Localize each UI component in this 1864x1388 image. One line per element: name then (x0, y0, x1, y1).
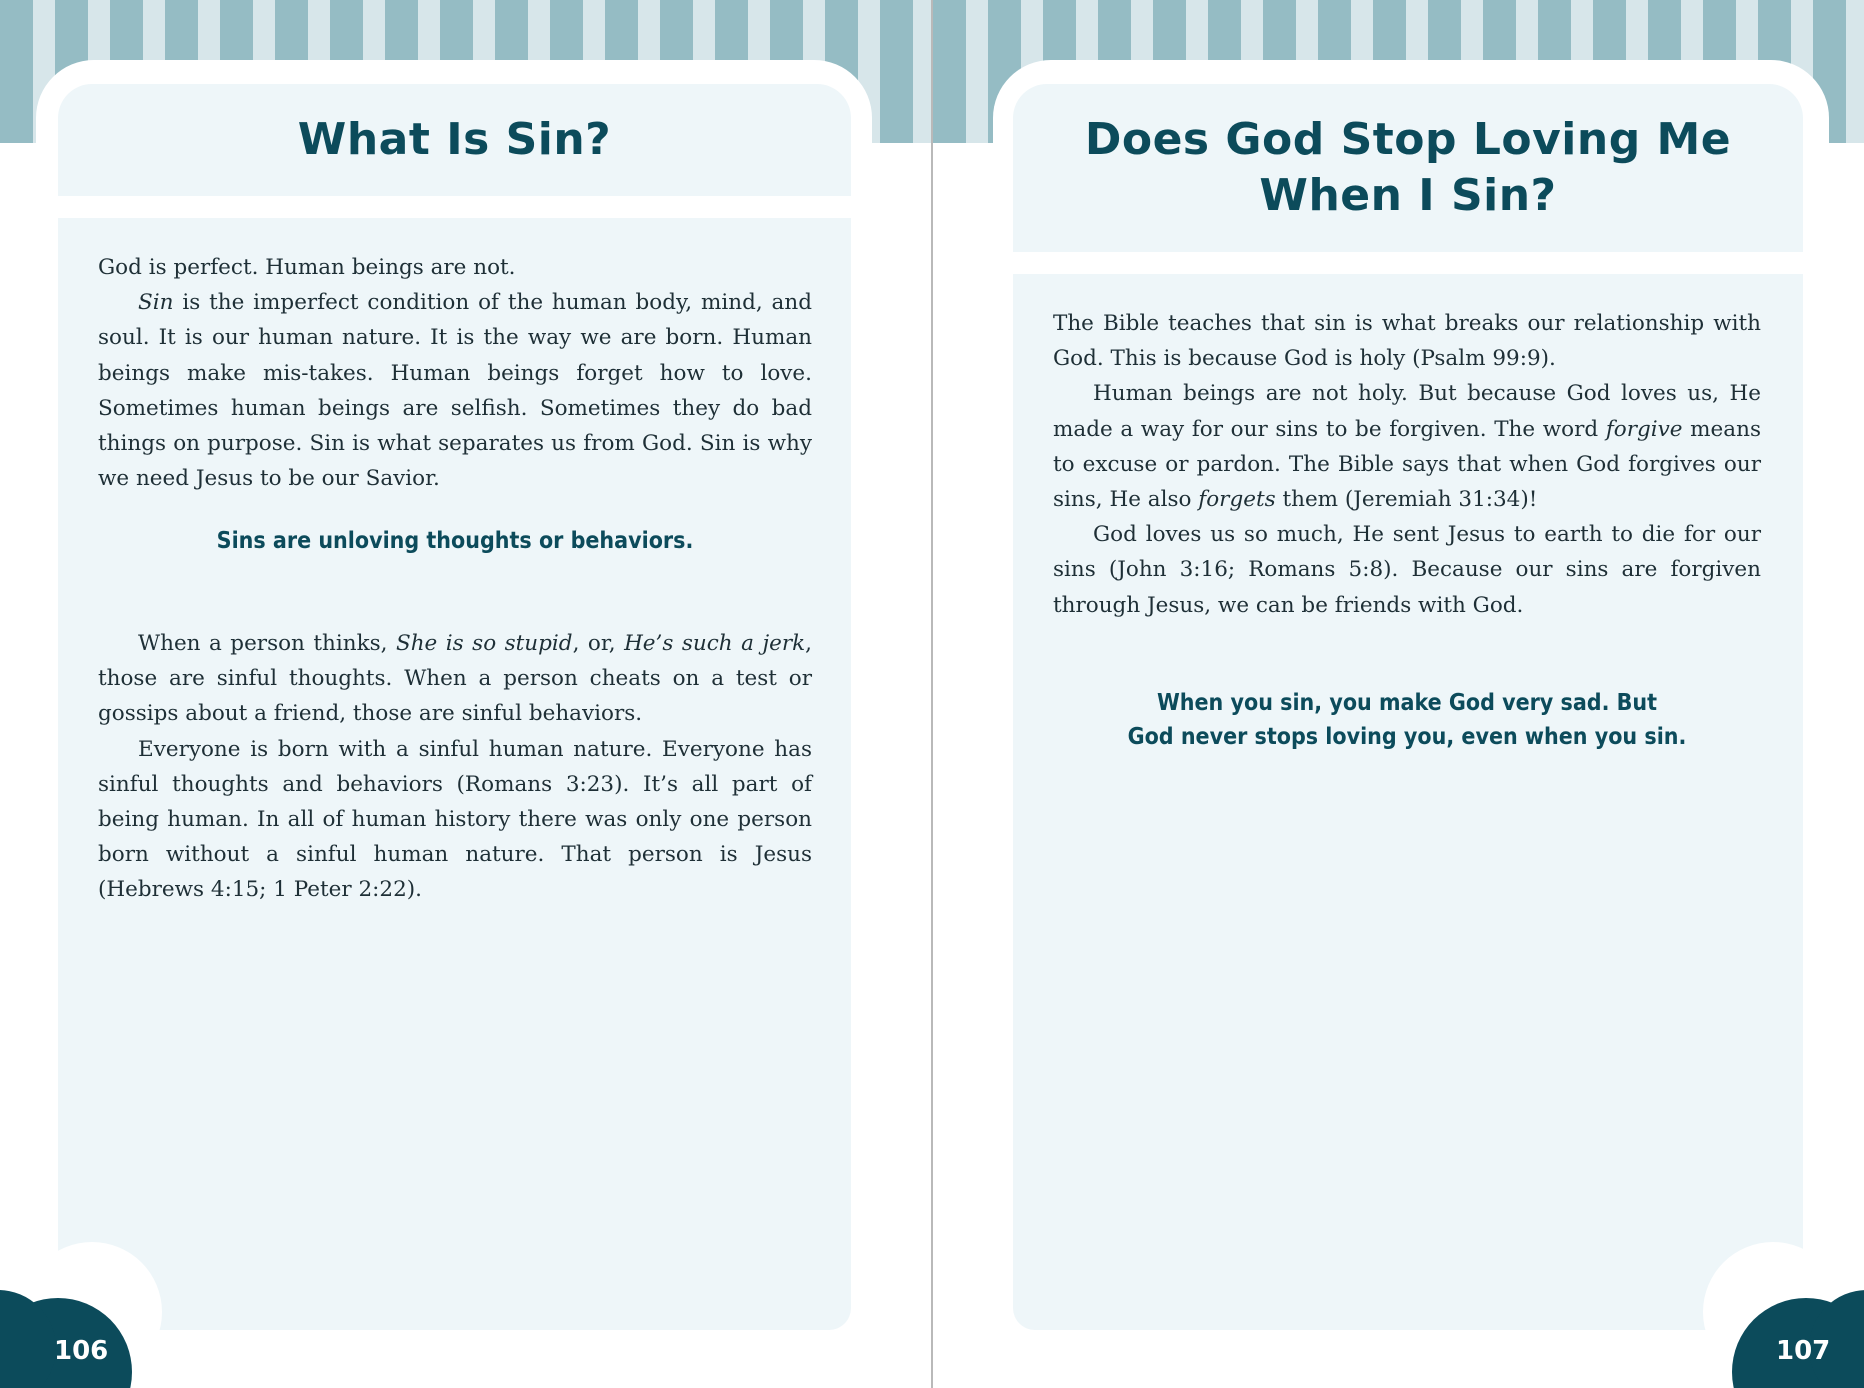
callout-line: God never stops loving you, even when you sin. (1127, 724, 1687, 750)
right-page (933, 0, 1864, 1388)
italic-term: forgive (1605, 416, 1683, 442)
paragraph: Sin is the imperfect condition of the human body, mind, and soul. It is our human nature. It is the way we are born. Human beings make mis-takes. Human beings forget how to love. Sometimes human beings are selfish. Sometimes they do bad things on purpose. Sin is what separates us from God. Sin is why we need Jesus to be our Savior. (98, 290, 812, 492)
body-text-top (98, 250, 812, 496)
left-page (0, 0, 931, 1388)
callout-text (1053, 686, 1761, 754)
italic-term: forgets (1198, 487, 1276, 513)
italic-term: She is so stupid (395, 631, 573, 656)
page-number: 106 (54, 1336, 109, 1366)
page-title-line: When I Sin? (1259, 170, 1557, 221)
page-title-line: Does God Stop Loving Me (1084, 114, 1732, 165)
paragraph: Human beings are not holy. But because God loves us, He made a way for our sins to be forgiven. The word forgive means to excuse or pardon. The Bible says that when God forgives our sins, He also forgets them (Jeremiah 31:34)! (1053, 381, 1761, 513)
body-text (1053, 306, 1761, 623)
page-title (1085, 112, 1731, 224)
paragraph: Everyone is born with a sinful human nature. Everyone has sinful thoughts and behaviors (Romans 3:23). It’s all part of being human. In all of human history there was only one person born without a sinful human nature. That person is Jesus (Hebrews 4:15; 1 Peter 2:22). (98, 736, 812, 903)
body-text-bottom (98, 626, 812, 908)
paragraph: When a person thinks, She is so stupid, or, He’s such a jerk, those are sinful thoughts. When a person cheats on a test or gossips about a friend, those are sinful behaviors. (98, 631, 812, 727)
italic-term: Sin (138, 290, 174, 316)
title-panel (58, 84, 851, 196)
page-number: 107 (1776, 1336, 1831, 1366)
paragraph: God loves us so much, He sent Jesus to earth to die for our sins (John 3:16; Romans 5:8). Because our sins are forgiven through Jesus, we can be friends with God. (1053, 522, 1761, 618)
italic-term: He’s such a jerk (624, 631, 806, 656)
paragraph: The Bible teaches that sin is what breaks our relationship with God. This is because God is holy (Psalm 99:9). (1053, 311, 1761, 372)
paragraph: God is perfect. Human beings are not. (98, 255, 516, 280)
callout-line: When you sin, you make God very sad. But (1156, 690, 1658, 716)
title-panel (1013, 84, 1803, 252)
callout-text: Sins are unloving thoughts or behaviors. (216, 528, 694, 554)
page-title: What Is Sin? (297, 114, 612, 165)
